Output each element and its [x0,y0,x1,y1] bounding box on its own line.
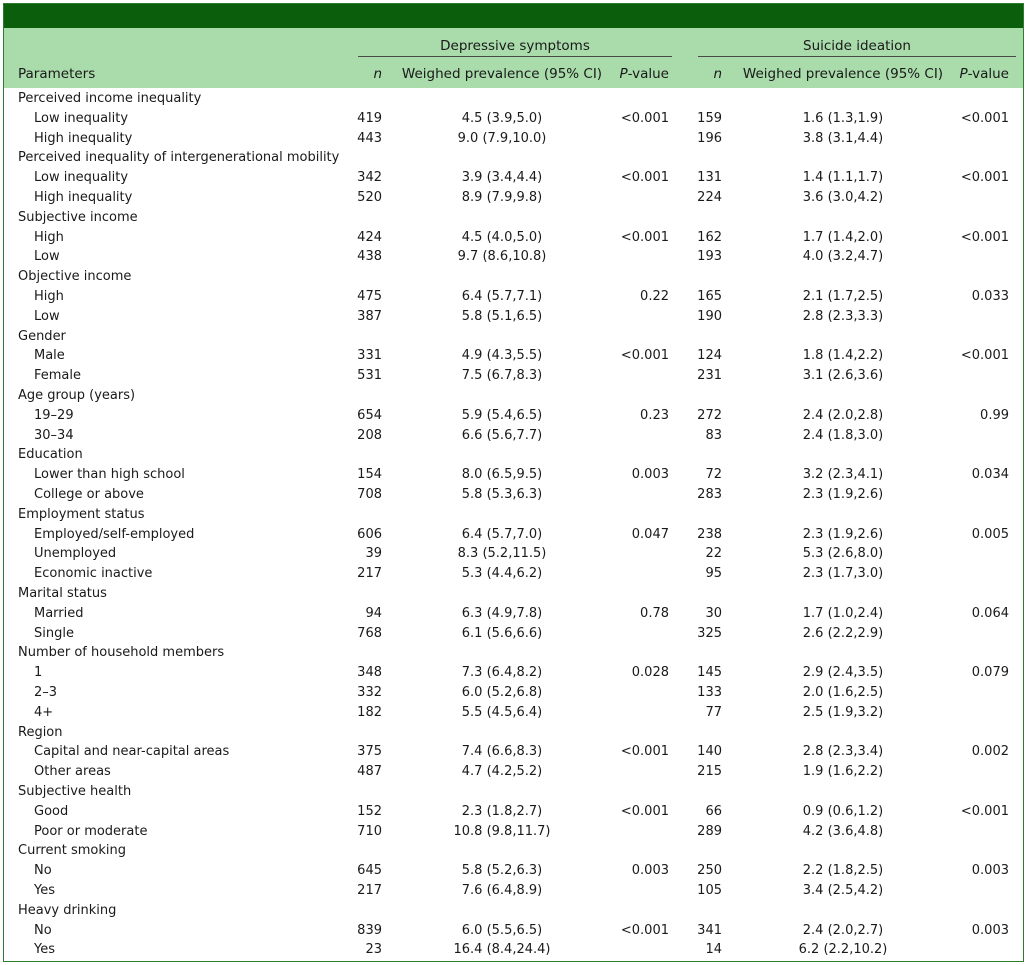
row-label: Unemployed [34,546,117,562]
cell-prevalence-suicide: 3.8 (3.1,4.4) [802,130,884,146]
cell-pvalue-suicide: <0.001 [960,170,1009,186]
row-label: College or above [34,487,144,502]
cell-prevalence-depressive: 5.9 (5.4,6.5) [461,407,543,423]
row-label: Yes [34,942,55,958]
section-label: Number of household members [18,645,225,661]
cell-n-suicide: 250 [697,863,722,879]
cell-n-suicide: 83 [705,427,722,443]
section-label: Marital status [18,586,107,601]
cell-prevalence-depressive: 10.8 (9.8,11.7) [453,823,551,839]
cell-n-depressive: 154 [357,467,382,483]
group-header-suicide: Suicide ideation [803,38,911,54]
cell-n-depressive: 419 [357,110,382,126]
cell-prevalence-depressive: 5.8 (5.3,6.3) [461,487,543,502]
table-row [4,347,1023,367]
cell-n-depressive: 645 [357,863,382,879]
cell-pvalue-suicide: <0.001 [960,803,1009,819]
cell-pvalue-suicide: 0.033 [971,289,1009,304]
table-row [4,862,1023,882]
row-label: Capital and near-capital areas [34,744,230,760]
cell-pvalue-suicide: 0.002 [971,744,1009,760]
cell-prevalence-depressive: 6.4 (5.7,7.0) [461,526,543,542]
cell-prevalence-depressive: 6.0 (5.2,6.8) [461,685,543,700]
header-pvalue-depressive: P-value [619,66,669,82]
cell-pvalue-depressive: <0.001 [620,229,669,245]
section-label: Current smoking [18,843,126,859]
cell-n-depressive: 342 [357,170,382,186]
cell-pvalue-suicide: 0.003 [971,922,1009,938]
cell-pvalue-suicide: <0.001 [960,110,1009,126]
section-row [4,209,1023,229]
row-label: High [34,229,64,245]
cell-pvalue-depressive: 0.047 [631,526,669,542]
row-label: No [34,863,52,879]
section-label: Heavy drinking [18,902,117,918]
cell-prevalence-depressive: 6.3 (4.9,7.8) [461,605,543,621]
table-row [4,248,1023,268]
row-label: 2–3 [34,685,58,700]
cell-n-suicide: 190 [697,308,722,324]
cell-n-depressive: 443 [357,130,382,146]
cell-prevalence-suicide: 6.2 (2.2,10.2) [798,942,888,958]
cell-pvalue-suicide: 0.005 [971,526,1009,542]
cell-n-suicide: 341 [697,922,722,938]
section-label: Region [18,724,63,740]
cell-prevalence-suicide: 2.6 (2.2,2.9) [802,625,884,641]
section-label: Objective income [18,269,132,285]
cell-n-suicide: 196 [697,130,722,146]
group-rule-depressive [358,56,672,57]
cell-pvalue-suicide: 0.99 [980,407,1009,423]
table-row [4,625,1023,645]
cell-n-depressive: 182 [357,704,382,720]
cell-pvalue-depressive: 0.028 [631,665,669,681]
cell-n-suicide: 193 [697,249,722,265]
table-row [4,110,1023,130]
cell-prevalence-depressive: 7.5 (6.7,8.3) [461,368,543,384]
cell-pvalue-suicide: <0.001 [960,348,1009,364]
header-parameters: Parameters [18,66,96,82]
cell-n-depressive: 332 [357,685,382,700]
cell-n-suicide: 140 [697,744,722,760]
cell-prevalence-suicide: 1.6 (1.3,1.9) [802,110,884,126]
cell-pvalue-depressive: <0.001 [620,744,669,760]
cell-pvalue-suicide: <0.001 [960,229,1009,245]
section-row [4,842,1023,862]
table-row [4,922,1023,942]
cell-n-depressive: 331 [357,348,382,364]
cell-n-suicide: 133 [697,685,722,700]
cell-prevalence-suicide: 2.4 (2.0,2.8) [802,407,884,423]
cell-n-depressive: 708 [357,487,382,502]
cell-prevalence-depressive: 4.7 (4.2,5.2) [461,764,543,780]
cell-prevalence-depressive: 9.0 (7.9,10.0) [457,130,547,146]
cell-n-suicide: 95 [705,566,722,582]
cell-n-suicide: 272 [697,407,722,423]
cell-n-depressive: 710 [357,823,382,839]
cell-n-depressive: 531 [357,368,382,384]
cell-pvalue-depressive: 0.003 [631,863,669,879]
row-label: Other areas [34,764,111,780]
table-row [4,407,1023,427]
cell-pvalue-suicide: 0.079 [971,665,1009,681]
cell-prevalence-suicide: 1.4 (1.1,1.7) [802,170,884,186]
cell-prevalence-suicide: 1.7 (1.4,2.0) [802,229,884,245]
table-row [4,684,1023,704]
cell-prevalence-depressive: 4.9 (4.3,5.5) [461,348,543,364]
row-label: High [34,289,64,304]
cell-prevalence-depressive: 3.9 (3.4,4.4) [461,170,543,186]
cell-prevalence-suicide: 2.3 (1.9,2.6) [802,526,884,542]
table-row [4,545,1023,565]
table-row [4,704,1023,724]
cell-pvalue-depressive: <0.001 [620,170,669,186]
table-row [4,229,1023,249]
section-row [4,585,1023,605]
cell-prevalence-suicide: 2.9 (2.4,3.5) [802,665,884,681]
table-header [4,28,1023,88]
row-label: Employed/self-employed [34,526,195,542]
table-row [4,743,1023,763]
row-label: 19–29 [34,407,74,423]
section-row [4,387,1023,407]
cell-prevalence-suicide: 2.3 (1.7,3.0) [802,566,884,582]
section-row [4,268,1023,288]
cell-n-depressive: 438 [357,249,382,265]
cell-n-depressive: 348 [357,665,382,681]
table-frame [3,3,1024,962]
cell-prevalence-suicide: 1.7 (1.0,2.4) [802,605,884,621]
cell-pvalue-suicide: 0.003 [971,863,1009,879]
cell-prevalence-suicide: 2.3 (1.9,2.6) [802,487,884,502]
section-row [4,506,1023,526]
cell-prevalence-depressive: 5.8 (5.1,6.5) [461,308,543,324]
section-row [4,644,1023,664]
cell-pvalue-depressive: 0.003 [631,467,669,483]
cell-pvalue-depressive: <0.001 [620,110,669,126]
cell-n-suicide: 283 [697,487,722,502]
row-label: 4+ [34,704,54,720]
section-label: Perceived income inequality [18,91,202,106]
cell-n-depressive: 768 [357,625,382,641]
cell-n-depressive: 208 [357,427,382,443]
cell-n-suicide: 165 [697,289,722,304]
row-label: Good [34,803,69,819]
cell-n-suicide: 162 [697,229,722,245]
section-label: Subjective income [18,209,138,225]
cell-n-suicide: 105 [697,883,722,898]
table-row [4,526,1023,546]
cell-n-depressive: 487 [357,764,382,780]
table-row [4,605,1023,625]
cell-pvalue-depressive: 0.22 [640,289,669,304]
section-row [4,902,1023,922]
cell-prevalence-depressive: 6.1 (5.6,6.6) [461,625,543,641]
row-label: Low [34,249,60,265]
cell-pvalue-depressive: <0.001 [620,348,669,364]
cell-prevalence-suicide: 2.8 (2.3,3.3) [802,308,884,324]
cell-prevalence-suicide: 0.9 (0.6,1.2) [802,803,884,819]
cell-pvalue-depressive: 0.23 [640,407,669,423]
cell-prevalence-depressive: 16.4 (8.4,24.4) [453,942,551,958]
cell-n-suicide: 231 [697,368,722,384]
header-prevalence-suicide: Weighed prevalence (95% CI) [742,66,944,82]
table-row [4,169,1023,189]
row-label: Economic inactive [34,566,153,582]
cell-prevalence-suicide: 2.0 (1.6,2.5) [802,685,884,700]
row-label: 30–34 [34,427,74,443]
table-row [4,189,1023,209]
cell-prevalence-suicide: 3.1 (2.6,3.6) [802,368,884,384]
section-label: Age group (years) [18,388,136,403]
cell-n-suicide: 215 [697,764,722,780]
cell-n-suicide: 289 [697,823,722,839]
cell-prevalence-suicide: 4.2 (3.6,4.8) [802,823,884,839]
section-row [4,149,1023,169]
section-label: Employment status [18,506,145,522]
table-row [4,941,1023,961]
row-label: No [34,922,52,938]
cell-prevalence-depressive: 6.4 (5.7,7.1) [461,289,543,304]
row-label: Married [34,605,84,621]
cell-n-depressive: 152 [357,803,382,819]
cell-prevalence-suicide: 5.3 (2.6,8.0) [802,546,884,562]
table-row [4,565,1023,585]
row-label: Low inequality [34,110,129,126]
cell-prevalence-suicide: 3.4 (2.5,4.2) [802,883,884,898]
cell-prevalence-depressive: 5.3 (4.4,6.2) [461,566,543,582]
cell-n-depressive: 387 [357,308,382,324]
cell-prevalence-depressive: 4.5 (4.0,5.0) [461,229,543,245]
cell-n-suicide: 14 [705,942,722,958]
row-label: Poor or moderate [34,823,148,839]
section-row [4,724,1023,744]
cell-n-suicide: 131 [697,170,722,186]
cell-prevalence-depressive: 5.5 (4.5,6.4) [461,704,543,720]
section-row [4,90,1023,110]
cell-n-depressive: 839 [357,922,382,938]
cell-n-depressive: 654 [357,407,382,423]
cell-n-depressive: 375 [357,744,382,760]
table-row [4,288,1023,308]
header-n-depressive: n [373,66,382,82]
cell-prevalence-depressive: 2.3 (1.8,2.7) [461,803,543,819]
cell-n-suicide: 224 [697,190,722,205]
cell-prevalence-depressive: 7.6 (6.4,8.9) [461,883,543,898]
section-label: Subjective health [18,784,132,799]
cell-prevalence-suicide: 2.1 (1.7,2.5) [802,289,884,304]
table-row [4,466,1023,486]
cell-pvalue-suicide: 0.034 [971,467,1009,483]
cell-n-suicide: 159 [697,110,722,126]
table-row [4,882,1023,902]
cell-n-suicide: 124 [697,348,722,364]
section-label: Perceived inequality of intergenerational mobility [18,150,340,166]
group-header-depressive: Depressive symptoms [440,38,590,54]
table-row [4,308,1023,328]
row-label: Lower than high school [34,467,185,483]
row-label: Low inequality [34,170,129,186]
table-row [4,823,1023,843]
cell-n-depressive: 217 [357,883,382,898]
row-label: High inequality [34,190,133,205]
cell-prevalence-suicide: 2.5 (1.9,3.2) [802,704,884,720]
cell-n-suicide: 325 [697,625,722,641]
cell-n-depressive: 94 [365,605,382,621]
table-title-bar [4,4,1023,28]
cell-n-suicide: 22 [705,546,722,562]
row-label: 1 [34,665,43,681]
cell-n-depressive: 424 [357,229,382,245]
table-row [4,763,1023,783]
cell-n-suicide: 145 [697,665,722,681]
section-row [4,783,1023,803]
table-row [4,803,1023,823]
section-label: Education [18,447,83,463]
cell-pvalue-depressive: <0.001 [620,803,669,819]
cell-n-depressive: 475 [357,289,382,304]
cell-n-suicide: 77 [705,704,722,720]
cell-n-depressive: 217 [357,566,382,582]
row-label: Low [34,308,60,324]
row-label: Male [34,348,65,364]
cell-n-depressive: 23 [365,942,382,958]
section-label: Gender [18,328,66,344]
row-label: Single [34,625,74,641]
cell-prevalence-depressive: 7.3 (6.4,8.2) [461,665,543,681]
cell-n-suicide: 72 [705,467,722,483]
table-row [4,427,1023,447]
cell-prevalence-depressive: 8.3 (5.2,11.5) [457,546,547,562]
cell-prevalence-depressive: 8.0 (6.5,9.5) [461,467,543,483]
table-row [4,367,1023,387]
cell-prevalence-depressive: 6.6 (5.6,7.7) [461,427,543,443]
cell-prevalence-suicide: 2.2 (1.8,2.5) [802,863,884,879]
cell-prevalence-suicide: 2.4 (2.0,2.7) [802,922,884,938]
cell-pvalue-suicide: 0.064 [971,605,1009,621]
table-row [4,486,1023,506]
cell-prevalence-suicide: 2.8 (2.3,3.4) [802,744,884,760]
cell-prevalence-suicide: 1.8 (1.4,2.2) [802,348,884,364]
row-label: Female [34,368,82,384]
cell-pvalue-depressive: 0.78 [640,605,669,621]
cell-n-suicide: 238 [697,526,722,542]
cell-n-depressive: 39 [365,546,382,562]
header-n-suicide: n [713,66,722,82]
cell-n-depressive: 606 [357,526,382,542]
table-row [4,664,1023,684]
header-prevalence-depressive: Weighed prevalence (95% CI) [401,66,603,82]
cell-prevalence-suicide: 3.6 (3.0,4.2) [802,190,884,205]
cell-prevalence-suicide: 3.2 (2.3,4.1) [802,467,884,483]
header-pvalue-suicide: P-value [959,66,1009,82]
table-row [4,130,1023,150]
cell-prevalence-suicide: 1.9 (1.6,2.2) [802,764,884,780]
cell-n-suicide: 30 [705,605,722,621]
cell-prevalence-depressive: 8.9 (7.9,9.8) [461,190,543,205]
cell-prevalence-depressive: 5.8 (5.2,6.3) [461,863,543,879]
cell-pvalue-depressive: <0.001 [620,922,669,938]
row-label: High inequality [34,130,133,146]
cell-n-depressive: 520 [357,190,382,205]
section-row [4,328,1023,348]
cell-prevalence-depressive: 4.5 (3.9,5.0) [461,110,543,126]
cell-prevalence-suicide: 2.4 (1.8,3.0) [802,427,884,443]
cell-prevalence-depressive: 6.0 (5.5,6.5) [461,922,543,938]
cell-prevalence-depressive: 7.4 (6.6,8.3) [461,744,543,760]
row-label: Yes [34,883,55,898]
cell-prevalence-suicide: 4.0 (3.2,4.7) [802,249,884,265]
cell-prevalence-depressive: 9.7 (8.6,10.8) [457,249,547,265]
section-row [4,446,1023,466]
group-rule-suicide [698,56,1016,57]
cell-n-suicide: 66 [705,803,722,819]
